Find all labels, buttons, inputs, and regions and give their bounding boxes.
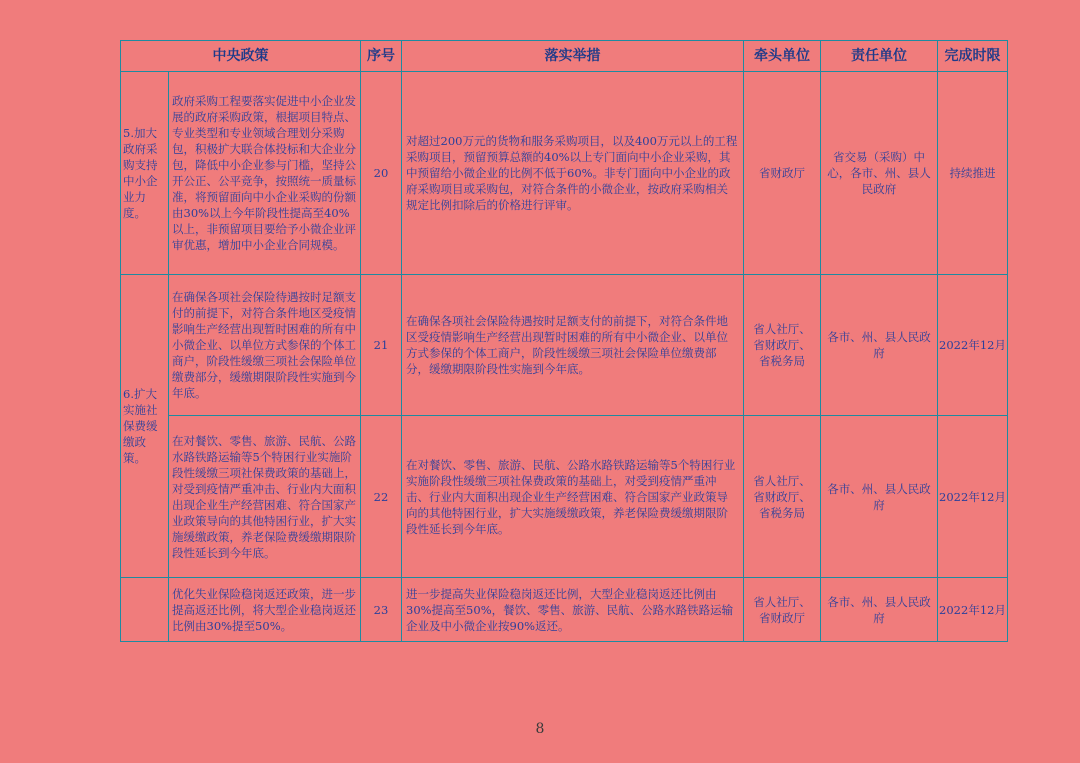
item-number-cell: 23 [361, 578, 402, 642]
header-number: 序号 [361, 41, 402, 72]
table-row [121, 72, 1008, 275]
policy-description-cell: 政府采购工程要落实促进中小企业发展的政府采购政策，根据项目特点、专业类型和专业领域合理划分采购包，积极扩大联合体投标和大企业分包，降低中小企业参与门槛，坚持公开公正、公平竞争，按照统一质量标准，将预留面向中小企业采购的份额由30%以上今年阶段性提高至40%以上，非预留项目要给予小微企业评审优惠，增加中小企业合同规模。 [169, 72, 361, 275]
deadline-cell: 2022年12月 [938, 416, 1008, 578]
header-lead-unit: 牵头单位 [744, 41, 821, 72]
measure-cell: 对超过200万元的货物和服务采购项目，以及400万元以上的工程采购项目，预留预算总额的40%以上专门面向中小企业采购，其中预留给小微企业的比例不低于60%。非专门面向中小企业的政府采购项目或采购包，对符合条件的小微企业，按政府采购相关规定比例扣除后的价格进行评审。 [402, 72, 744, 275]
measure-cell: 在对餐饮、零售、旅游、民航、公路水路铁路运输等5个特困行业实施阶段性缓缴三项社保费政策的基础上，对受到疫情严重冲击、行业内大面积出现企业生产经营困难、符合国家产业政策导向的其他特困行业，扩大实施缓缴政策，养老保险费缓缴期限阶段性延长到今年底。 [402, 416, 744, 578]
responsible-unit-cell: 各市、州、县人民政府 [821, 416, 938, 578]
policy-area-cell: 5.加大政府采购支持中小企业力度。 [121, 72, 169, 275]
policy-description-cell: 优化失业保险稳岗返还政策，进一步提高返还比例，将大型企业稳岗返还比例由30%提至50%。 [169, 578, 361, 642]
header-deadline: 完成时限 [938, 41, 1008, 72]
lead-unit-cell: 省财政厅 [744, 72, 821, 275]
header-responsible-unit: 责任单位 [821, 41, 938, 72]
header-policy: 中央政策 [121, 41, 361, 72]
measure-cell: 在确保各项社会保险待遇按时足额支付的前提下，对符合条件地区受疫情影响生产经营出现暂时困难的所有中小微企业、以单位方式参保的个体工商户，阶段性缓缴三项社会保险单位缴费部分，缓缴期限阶段性实施到今年底。 [402, 275, 744, 416]
policy-description-cell: 在对餐饮、零售、旅游、民航、公路水路铁路运输等5个特困行业实施阶段性缓缴三项社保费政策的基础上，对受到疫情严重冲击、行业内大面积出现企业生产经营困难、符合国家产业政策导向的其他特困行业，扩大实施缓缴政策，养老保险费缓缴期限阶段性延长到今年底。 [169, 416, 361, 578]
lead-unit-cell: 省人社厅、省财政厅、省税务局 [744, 275, 821, 416]
item-number-cell: 21 [361, 275, 402, 416]
deadline-cell: 2022年12月 [938, 578, 1008, 642]
measure-cell: 进一步提高失业保险稳岗返还比例，大型企业稳岗返还比例由30%提高至50%，餐饮、零售、旅游、民航、公路水路铁路运输企业及中小微企业按90%返还。 [402, 578, 744, 642]
item-number-cell: 20 [361, 72, 402, 275]
deadline-cell: 持续推进 [938, 72, 1008, 275]
policy-area-cell: 6.扩大实施社保费缓缴政策。 [121, 275, 169, 578]
table-row [121, 275, 1008, 416]
lead-unit-cell: 省人社厅、省财政厅、省税务局 [744, 416, 821, 578]
deadline-cell: 2022年12月 [938, 275, 1008, 416]
policy-description-cell: 在确保各项社会保险待遇按时足额支付的前提下，对符合条件地区受疫情影响生产经营出现暂时困难的所有中小微企业、以单位方式参保的个体工商户，阶段性缓缴三项社会保险单位缴费部分，缓缴期限阶段性实施到今年底。 [169, 275, 361, 416]
policy-table [120, 40, 1008, 642]
table-header-row [121, 41, 1008, 72]
header-measures: 落实举措 [402, 41, 744, 72]
responsible-unit-cell: 省交易（采购）中心，各市、州、县人民政府 [821, 72, 938, 275]
lead-unit-cell: 省人社厅、省财政厅 [744, 578, 821, 642]
item-number-cell: 22 [361, 416, 402, 578]
policy-area-cell [121, 578, 169, 642]
responsible-unit-cell: 各市、州、县人民政府 [821, 578, 938, 642]
table-row [121, 578, 1008, 642]
page-number: 8 [535, 721, 545, 737]
table-row [121, 416, 1008, 578]
responsible-unit-cell: 各市、州、县人民政府 [821, 275, 938, 416]
